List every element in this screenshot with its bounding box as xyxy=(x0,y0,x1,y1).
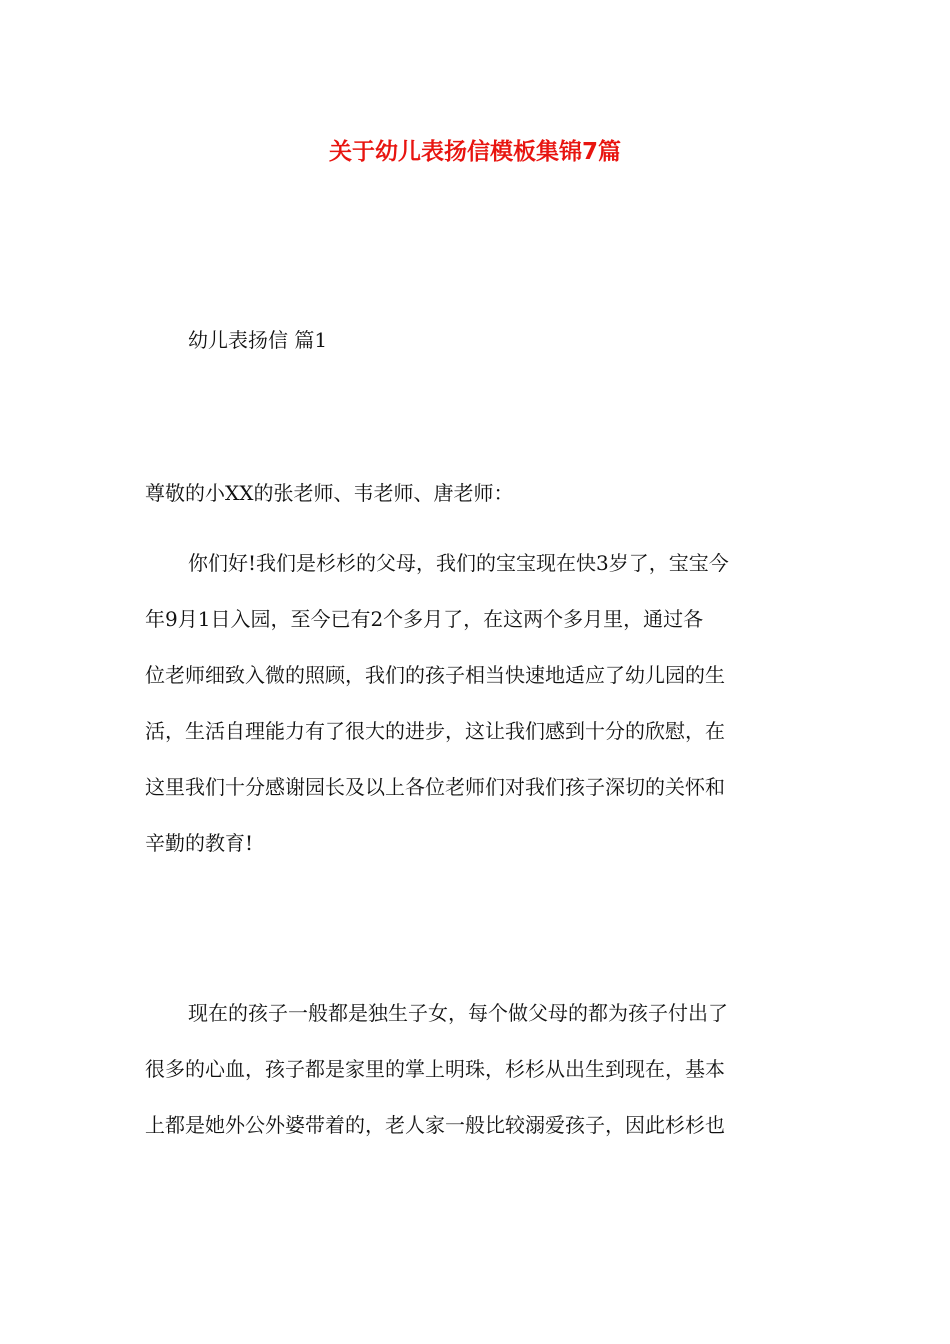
body-paragraph xyxy=(145,535,805,871)
paragraph-line: 辛勤的教育! xyxy=(145,831,254,855)
paragraph-line: 很多的心血，孩子都是家里的掌上明珠，杉杉从出生到现在，基本 xyxy=(145,1057,725,1081)
paragraph-line: 上都是她外公外婆带着的，老人家一般比较溺爱孩子，因此杉杉也 xyxy=(145,1113,725,1137)
paragraph-line: 你们好!我们是杉杉的父母，我们的宝宝现在快3岁了，宝宝今 xyxy=(188,551,729,575)
paragraph-line: 这里我们十分感谢园长及以上各位老师们对我们孩子深切的关怀和 xyxy=(145,775,725,799)
paragraph-line: 位老师细致入微的照顾，我们的孩子相当快速地适应了幼儿园的生 xyxy=(145,663,725,687)
paragraph-line: 现在的孩子一般都是独生子女，每个做父母的都为孩子付出了 xyxy=(188,1001,728,1025)
letter-salutation: 尊敬的小XX的张老师、韦老师、唐老师： xyxy=(145,481,514,505)
paragraph-line: 活，生活自理能力有了很大的进步，这让我们感到十分的欣慰，在 xyxy=(145,719,725,743)
document-title: 关于幼儿表扬信模板集锦7篇 xyxy=(328,139,621,165)
body-paragraph xyxy=(145,985,805,1153)
section-heading: 幼儿表扬信 篇1 xyxy=(188,328,328,352)
paragraph-line: 年9月1日入园，至今已有2个多月了，在这两个多月里，通过各 xyxy=(145,607,704,631)
